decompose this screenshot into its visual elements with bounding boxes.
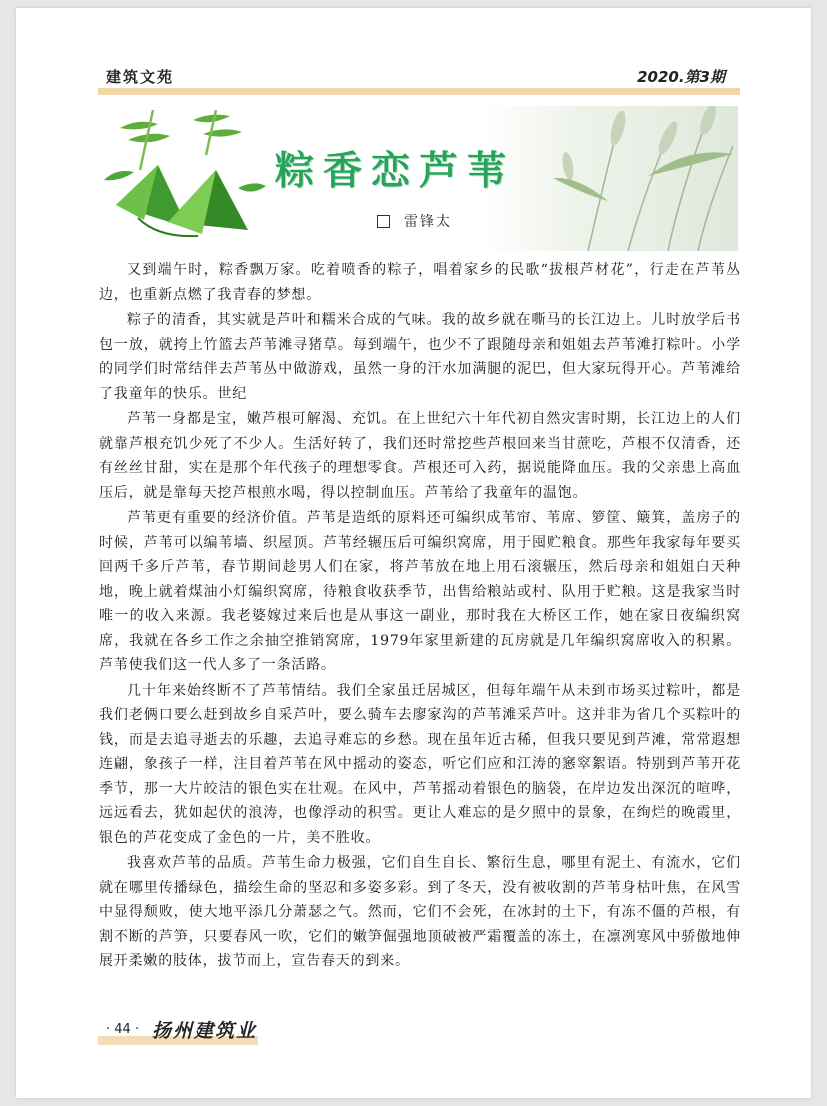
paragraph: 粽子的清香，其实就是芦叶和糯米合成的气味。我的故乡就在嘶马的长江边上。儿时放学后书包一放，就挎上竹篮去芦苇滩寻猪草。每到端午，也少不了跟随母亲和姐姐去芦苇滩打粽叶。小学的同学们时常结伴去芦苇丛中做游戏，虽然一身的汗水加满腿的泥巴，但大家玩得开心。芦苇滩给了我童年的快乐。世纪 <box>99 312 741 402</box>
issue-label: 2020.第3期 <box>637 68 725 86</box>
page-number: · 44 · <box>106 1022 140 1037</box>
magazine-name: 扬州建筑业 <box>152 1020 258 1042</box>
header-rule <box>98 88 740 95</box>
title-banner <box>98 106 738 251</box>
zongzi-illustration <box>98 110 268 245</box>
magazine-page <box>16 8 811 1098</box>
reed-illustration <box>548 106 738 251</box>
article-title: 粽香恋芦苇 <box>275 149 516 194</box>
paragraph: 几十年来始终断不了芦苇情结。我们全家虽迁居城区，但每年端午从未到市场买过粽叶，都是我们老俩口要么赶到故乡自采芦叶，要么骑车去廖家沟的芦苇滩采芦叶。这并非为省几个买粽叶的钱，而是去追寻逝去的乐趣，去追寻难忘的乡愁。现在虽年近古稀，但我只要见到芦滩，常常遐想连翩，象孩子一样，注目着芦苇在风中摇动的姿态，听它们应和江涛的窸窣絮语。特别到芦苇开花季节，那一大片皎洁的银色实在壮观。在风中，芦苇摇动着银色的脑袋，在岸边发出深沉的喧哗，远远看去，犹如起伏的浪涛，也像浮动的积雪。更让人难忘的是夕照中的景象，在绚烂的晚霞里，银色的芦花变成了金色的一片，美不胜收。 <box>99 682 741 846</box>
article-author: 雷锋太 <box>404 214 452 230</box>
paragraph: 又到端午时，粽香飘万家。吃着喷香的粽子，唱着家乡的民歌“拔根芦材花”，行走在芦苇丛边，也重新点燃了我青春的梦想。 <box>99 262 741 303</box>
section-name: 建筑文苑 <box>106 68 175 86</box>
author-square-icon <box>377 215 390 228</box>
paragraph: 我喜欢芦苇的品质。芦苇生命力极强，它们自生自长、繁衍生息，哪里有泥土、有流水，它们就在哪里传播绿色，描绘生命的坚忍和多姿多彩。到了冬天，没有被收割的芦苇身枯叶焦，在风雪中显得颓败，使大地平添几分萧瑟之气。然而，它们不会死，在冰封的土下，有冻不僵的芦根，有割不断的芦笋，只要春风一吹，它们的嫩笋倔强地顶破被严霜覆盖的冻土，在凛冽寒风中骄傲地伸展开柔嫩的肢体，拔节而上，宣告春天的到来。 <box>99 855 741 969</box>
article-body <box>99 258 741 975</box>
paragraph: 芦苇更有重要的经济价值。芦苇是造纸的原料还可编织成苇帘、苇席、箩筐、簸箕，盖房子的时候，芦苇可以编苇墙、织屋顶。芦苇经辗压后可编织窝席，用于囤贮粮食。那些年我家每年要买回两千多斤芦苇，春节期间趁男人们在家，将芦苇放在地上用石滚辗压，然后母亲和姐姐白天种地，晚上就着煤油小灯编织窝席，待粮食收获季节，出售给粮站或村、队用于贮粮。这是我家当时唯一的收入来源。我老婆嫁过来后也是从事这一副业，那时我在大桥区工作，她在家日夜编织窝席，我就在各乡工作之余抽空推销窝席，1979年家里新建的瓦房就是几年编织窝席收入的积累。芦苇使我们这一代人多了一条活路。 <box>99 510 741 673</box>
paragraph: 芦苇一身都是宝，嫩芦根可解渴、充饥。在上世纪六十年代初自然灾害时期，长江边上的人们就靠芦根充饥少死了不少人。生活好转了，我们还时常挖些芦根回来当甘蔗吃，芦根不仅清香，还有丝丝甘甜，实在是那个年代孩子的理想零食。芦根还可入药，据说能降血压。我的父亲患上高血压后，就是靠每天挖芦根煎水喝，得以控制血压。芦苇给了我童年的温饱。 <box>99 411 741 501</box>
